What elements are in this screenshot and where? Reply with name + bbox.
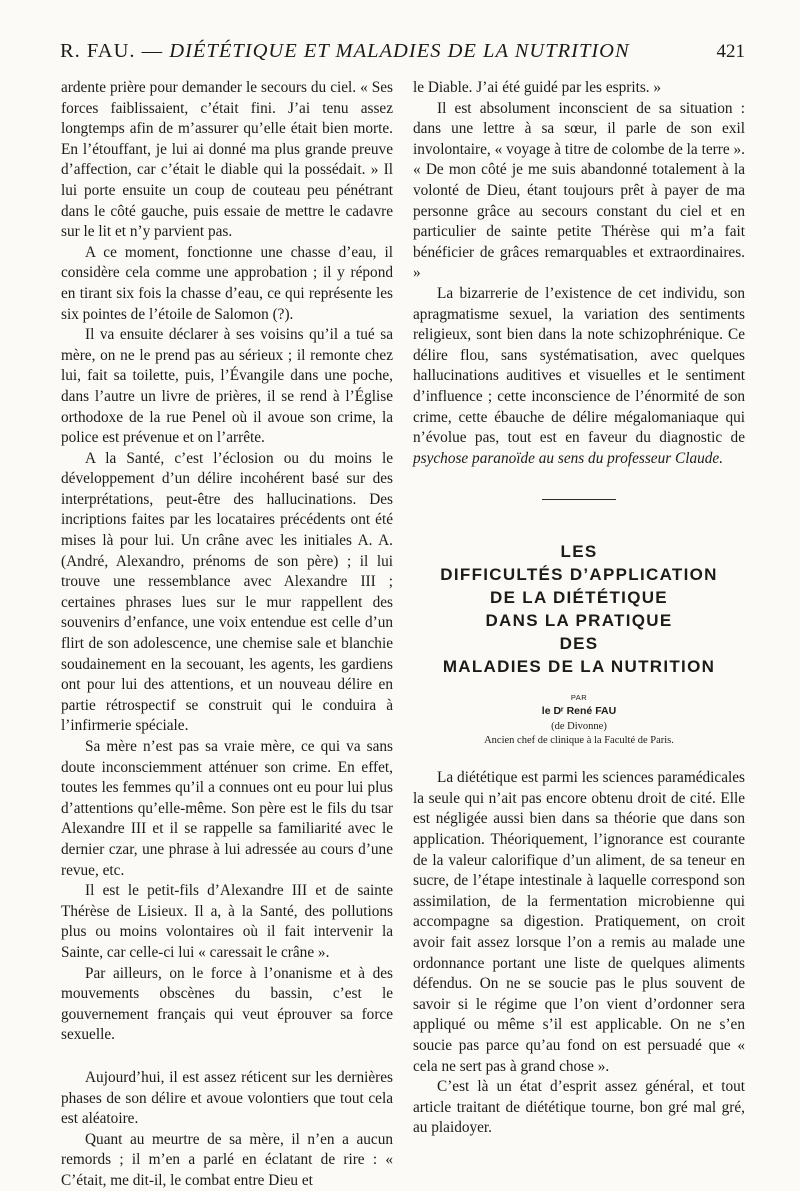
article-title-line: LES <box>560 542 598 562</box>
page-number: 421 <box>716 41 745 62</box>
paragraph: La diététique est parmi les sciences paramédicales la seule qui n’ait pas encore obtenu droit de cité. Elle est négligée aussi bien dans sa théorie que dans son application. Théoriquement, l’ignorance est courante de la valeur calorifique d’un aliment, de sa teneur en sucre, de l’étape intestinale à laquelle correspond son assimilation, de la fermentation microbienne qui accompagne sa digestion. Pratiquement, on croit avoir fait assez lorsque l’on a remis au malade une ordonnance portant une liste de quelques aliments défendus. On ne se soucie pas le plus souvent de savoir si le régime que l’on vient d’ordonner sera appliqué ou même s’il est applicable. On ne s’en soucie pas parce qu’au fond on est persuadé que « cela ne sert pas à grand chose ». <box>413 769 745 1075</box>
header-subject: DIÉTÉTIQUE ET MALADIES DE LA NUTRITION <box>169 40 630 62</box>
paragraph: Par ailleurs, on le force à l’onanisme et à des mouvements obscènes du bassin, c’est le gouvernement français qui veut éprouver sa force sexuelle. <box>61 964 393 1044</box>
diagnosis-emphasis: psychose paranoïde au sens du professeur Claude. <box>413 449 724 467</box>
section-divider <box>542 499 616 500</box>
paragraph: Quant au meurtre de sa mère, il n’en a aucun remords ; il m’en a parlé en éclatant de rire : « C’était, me dit-il, le combat entre Dieu et <box>61 1130 393 1189</box>
byline <box>413 692 745 748</box>
paragraph-conclusion <box>413 284 745 469</box>
paragraph: C’est là un état d’esprit assez général, et tout article traitant de diététique tourne, bon gré mal gré, au plaidoyer. <box>413 1078 745 1137</box>
byline-origin: (de Divonne) <box>551 721 607 733</box>
conclusion-text: La bizarrerie de l’existence de cet individu, son apragmatisme sexuel, la variation des sentiments religieux, sont bien dans la note schizophrénique. Ce délire flou, sans systématisation, avec quelques hallucinations auditives et visuelles et le sentiment d’influence ; cette inconscience de l’énormité de son crime, cette ébauche de délire mégalomaniaque qui n’évolue pas, tout est en faveur du diagnostic de <box>413 284 745 447</box>
paragraph: A la Santé, c’est l’éclosion ou du moins le développement d’un délire incohérent basé sur des interprétations, peut-être des hallucinations. Des incriptions faites par les locataires précédents ont été mises là pour lui. Un crâne avec les initiales A. A. (André, Alexandro, prénoms de son père) ; il lui trouve une ressemblance avec Alexandre III ; certaines phrases lues sur le mur rappellent des souvenirs d’enfance, une voix entendue est celle d’un flirt de son adolescence, une chemise sale et blanchie soudainement en la secouant, les agents, les gardiens ont pour lui des attentions, et un nouveau délire en partie rétrospectif se construit qui le conduira à l’infirmerie spéciale. <box>61 449 393 735</box>
header-author: R. FAU. — <box>60 40 164 62</box>
paragraph: Aujourd’hui, il est assez réticent sur les dernières phases de son délire et avoue volontiers que tout cela est aléatoire. <box>61 1068 393 1128</box>
paragraph-continuation: le Diable. J’ai été guidé par les esprits. » <box>413 79 662 96</box>
paragraph: Sa mère n’est pas sa vraie mère, ce qui va sans doute inconsciemment atténuer son crime. En effet, toutes les femmes qu’il a connues ont eu pour lui plus d’attentions qu’elle-même. Son père est le fils du tsar Alexandre III et il se rappelle sa familiarité avec le dernier czar, une phrase à lui adressée au cours d’une revue, etc. <box>61 738 393 879</box>
article-title-line: DIFFICULTÉS D’APPLICATION <box>440 565 718 585</box>
byline-affiliation: Ancien chef de clinique à la Faculté de Paris. <box>484 735 674 747</box>
article-title-line: DES <box>559 634 599 654</box>
byline-spacer <box>413 748 745 768</box>
paragraph: Il est le petit-fils d’Alexandre III et de sainte Thérèse de Lisieux. Il a, à la Santé, des pollutions plus ou moins volontaires où il fait intervenir la Sainte, car celle-ci lui « caressait le crâne ». <box>61 882 393 961</box>
paragraph: ardente prière pour demander le secours du ciel. « Ses forces faiblissaient, c’était fini. J’ai tenu assez longtemps afin de m’assurer qu’elle était bien morte. En l’étouffant, je lui ai donné ma plus grande preuve d’affection, car c’était le diable qui la possédait. » Il lui porte ensuite un coup de couteau peu pénétrant dans le côté gauche, puis essaie de mettre le cadavre sur le lit et n’y parvient pas. <box>61 79 393 241</box>
byline-par: PAR <box>570 693 588 703</box>
byline-author: le Dʳ René FAU <box>541 705 617 718</box>
article-title <box>413 540 745 678</box>
paragraph: Il est absolument inconscient de sa situation : dans une lettre à sa sœur, il parle de son exil involontaire, « voyage à titre de colombe de la terre ». « De mon côté je me suis abandonné totalement à la volonté de Dieu, étant toujours prêt à payer de ma personne grâce au secours constant du ciel et en particulier de sainte petite Thérèse qui m’a fait bénéficier de grâces remarquables et extraordinaires. » <box>413 99 745 282</box>
right-column <box>413 78 745 1139</box>
paragraph: A ce moment, fonctionne une chasse d’eau, il considère cela comme une approbation ; il y répond en tirant six fois la chasse d’eau, ce qui représente les six pointes de l’étoile de Salomon (?). <box>61 243 393 323</box>
article-title-line: DANS LA PRATIQUE <box>485 611 673 631</box>
running-header-title <box>60 40 630 63</box>
paragraph: Il va ensuite déclarer à ses voisins qu’il a tué sa mère, on ne le prend pas au sérieux ; il remonte chez lui, fait sa toilette, puis, l’Évangile dans une poche, dans l’autre un livre de prières, il se rend à l’Église orthodoxe de la rue Penel où il avoue son crime, la police est prévenue et on l’arrête. <box>61 326 393 447</box>
article-title-line: MALADIES DE LA NUTRITION <box>442 657 716 677</box>
article-title-line: DE LA DIÉTÉTIQUE <box>490 588 668 608</box>
left-column <box>61 78 393 1191</box>
running-header <box>60 40 745 70</box>
